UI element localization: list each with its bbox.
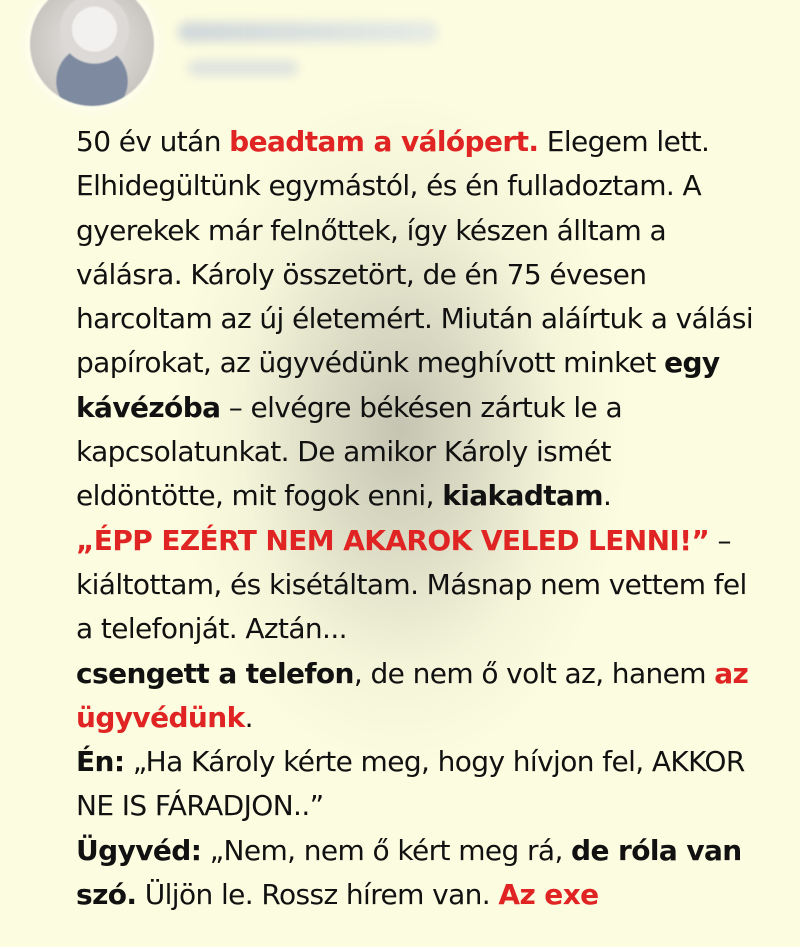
story-body-2: – elvégre békésen zártuk le a kapcsolatunkat. De amikor Károly ismét eldöntötte, mit fogok enni, [76, 390, 623, 513]
story-intro: 50 év után [76, 125, 230, 158]
lawyer-bold: de róla van szó. [76, 833, 742, 912]
cafe-bold: egy kávézóba [76, 346, 720, 424]
shout-after: – kiáltottam, és kisétáltam. Másnap nem vettem fel a telefonját. Aztán... [76, 523, 747, 646]
profile-photo-icon[interactable] [30, 0, 154, 106]
shout-highlight: „ÉPP EZÉRT NEM AKAROK VELED LENNI!” [76, 523, 710, 557]
divorce-highlight: beadtam a válópert. [229, 125, 539, 158]
angry-bold: kiakadtam [442, 479, 603, 513]
lawyer-quote: „Nem, nem ő kért meg rá, [201, 833, 572, 867]
me-label: Én: [76, 745, 125, 779]
lawyer-label: Ügyvéd: [76, 833, 202, 867]
phone-bold: csengett a telefon [76, 656, 354, 690]
phone-after: , de nem ő volt az, hanem [353, 656, 715, 690]
post-header [28, 0, 528, 110]
lawyer-quote-2: Üljön le. Rossz hírem van. [136, 878, 499, 912]
post-meta-blurred [188, 60, 298, 76]
story-period: . [602, 479, 612, 513]
author-name-blurred [178, 22, 438, 42]
lawyer-period: . [244, 700, 253, 734]
lawyer-highlight: az ügyvédünk [76, 656, 749, 734]
story-body: Elegem lett. Elhidegültünk egymástól, és én fulladoztam. A gyerekek már felnőttek, így készen álltam a válásra. Károly összetört, de én 75 évesen harcoltam az új életemért. Miután aláírtuk a válási papírokat, az ügyvédünk meghívott minket [76, 125, 754, 380]
story-text [76, 120, 756, 917]
me-quote: „Ha Károly kérte meg, hogy hívjon fel, AKKOR NE IS FÁRADJON..” [76, 745, 745, 823]
ex-highlight: Az exe [498, 878, 599, 912]
